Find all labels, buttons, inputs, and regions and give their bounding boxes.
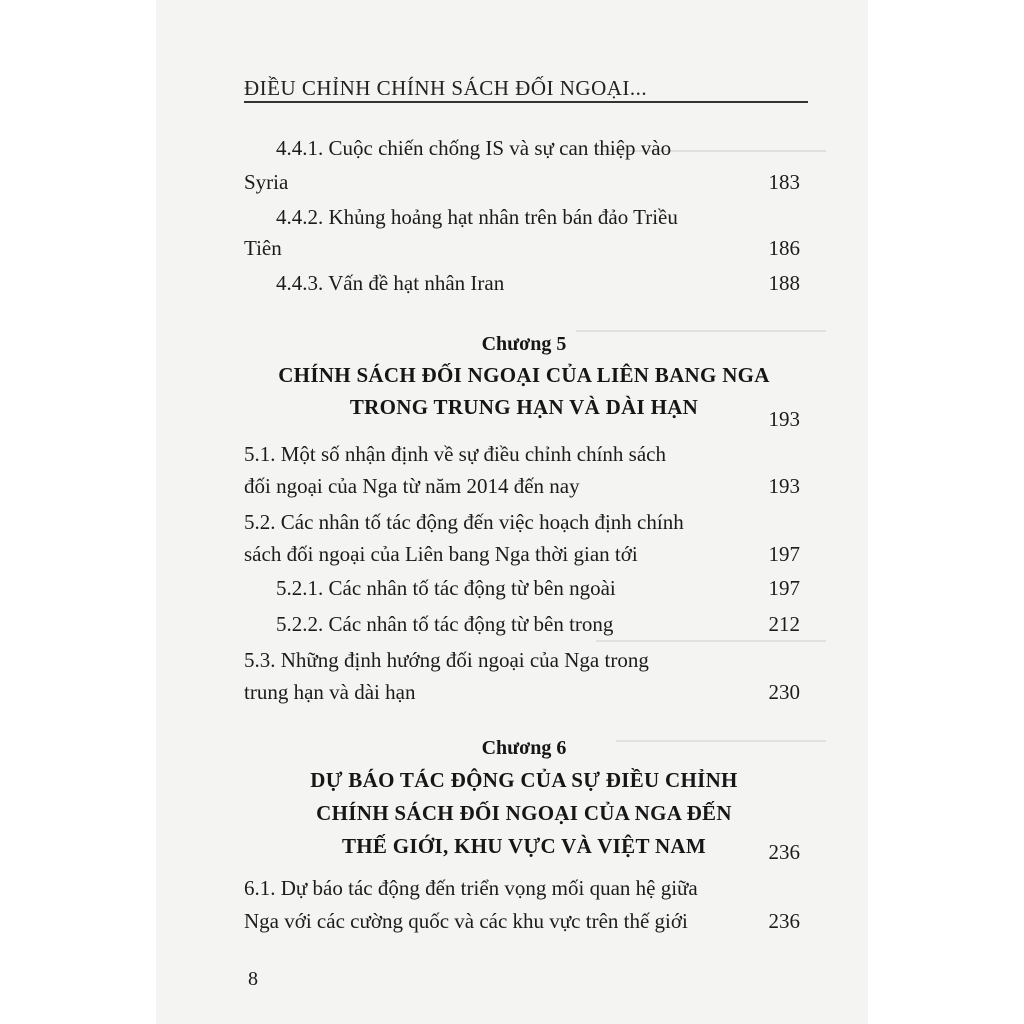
toc-page-number: 193 xyxy=(768,407,800,431)
chapter-5-label: Chương 5 xyxy=(481,333,567,355)
bleed-through-texture xyxy=(576,330,826,332)
toc-entry-5-1[interactable]: 5.1. Một số nhận định về sự điều chỉnh chính sách xyxy=(244,442,666,466)
toc-entry-5-3-cont: trung hạn và dài hạn xyxy=(244,680,416,704)
bleed-through-texture xyxy=(596,640,826,642)
toc-entry-6-1[interactable]: 6.1. Dự báo tác động đến triển vọng mối quan hệ giữa xyxy=(244,876,698,900)
toc-entry-4-4-2[interactable]: 4.4.2. Khủng hoảng hạt nhân trên bán đảo Triều xyxy=(276,205,678,229)
chapter-6-label: Chương 6 xyxy=(481,737,567,759)
toc-page-number: 236 xyxy=(768,909,800,933)
toc-page-number: 186 xyxy=(768,236,800,260)
chapter-6-title-line1[interactable]: DỰ BÁO TÁC ĐỘNG CỦA SỰ ĐIỀU CHỈNH xyxy=(310,768,738,792)
toc-entry-5-2-cont: sách đối ngoại của Liên bang Nga thời gian tới xyxy=(244,542,638,566)
chapter-6-title-line2[interactable]: CHÍNH SÁCH ĐỐI NGOẠI CỦA NGA ĐẾN xyxy=(316,801,732,825)
header-divider xyxy=(244,101,808,103)
toc-entry-4-4-1[interactable]: 4.4.1. Cuộc chiến chống IS và sự can thiệp vào xyxy=(276,136,672,160)
toc-page-number: 183 xyxy=(768,170,800,194)
toc-entry-4-4-1-cont: Syria xyxy=(244,170,289,194)
chapter-6-title-line3[interactable]: THẾ GIỚI, KHU VỰC VÀ VIỆT NAM xyxy=(341,834,706,858)
toc-entry-4-4-3[interactable]: 4.4.3. Vấn đề hạt nhân Iran xyxy=(276,271,505,295)
running-header: ĐIỀU CHỈNH CHÍNH SÁCH ĐỐI NGOẠI... xyxy=(244,76,648,100)
toc-page-number: 193 xyxy=(768,474,800,498)
chapter-5-title-line2[interactable]: TRONG TRUNG HẠN VÀ DÀI HẠN xyxy=(349,395,699,419)
toc-page-number: 230 xyxy=(768,680,800,704)
toc-entry-5-2-2[interactable]: 5.2.2. Các nhân tố tác động từ bên trong xyxy=(276,612,614,636)
toc-entry-5-2-1[interactable]: 5.2.1. Các nhân tố tác động từ bên ngoài xyxy=(276,576,616,600)
toc-entry-5-1-cont: đối ngoại của Nga từ năm 2014 đến nay xyxy=(244,474,580,498)
toc-entry-4-4-2-cont: Tiên xyxy=(244,236,282,260)
toc-entry-5-3[interactable]: 5.3. Những định hướng đối ngoại của Nga trong xyxy=(244,648,649,672)
toc-page-number: 197 xyxy=(768,576,800,600)
chapter-5-title-line1[interactable]: CHÍNH SÁCH ĐỐI NGOẠI CỦA LIÊN BANG NGA xyxy=(278,363,770,387)
toc-entry-5-2[interactable]: 5.2. Các nhân tố tác động đến việc hoạch định chính xyxy=(244,510,684,534)
page-number: 8 xyxy=(248,968,258,990)
toc-page-number: 236 xyxy=(768,840,800,864)
toc-entry-6-1-cont: Nga với các cường quốc và các khu vực trên thế giới xyxy=(244,909,688,933)
toc-page-number: 188 xyxy=(768,271,800,295)
toc-page-number: 212 xyxy=(768,612,800,636)
toc-page-number: 197 xyxy=(768,542,800,566)
